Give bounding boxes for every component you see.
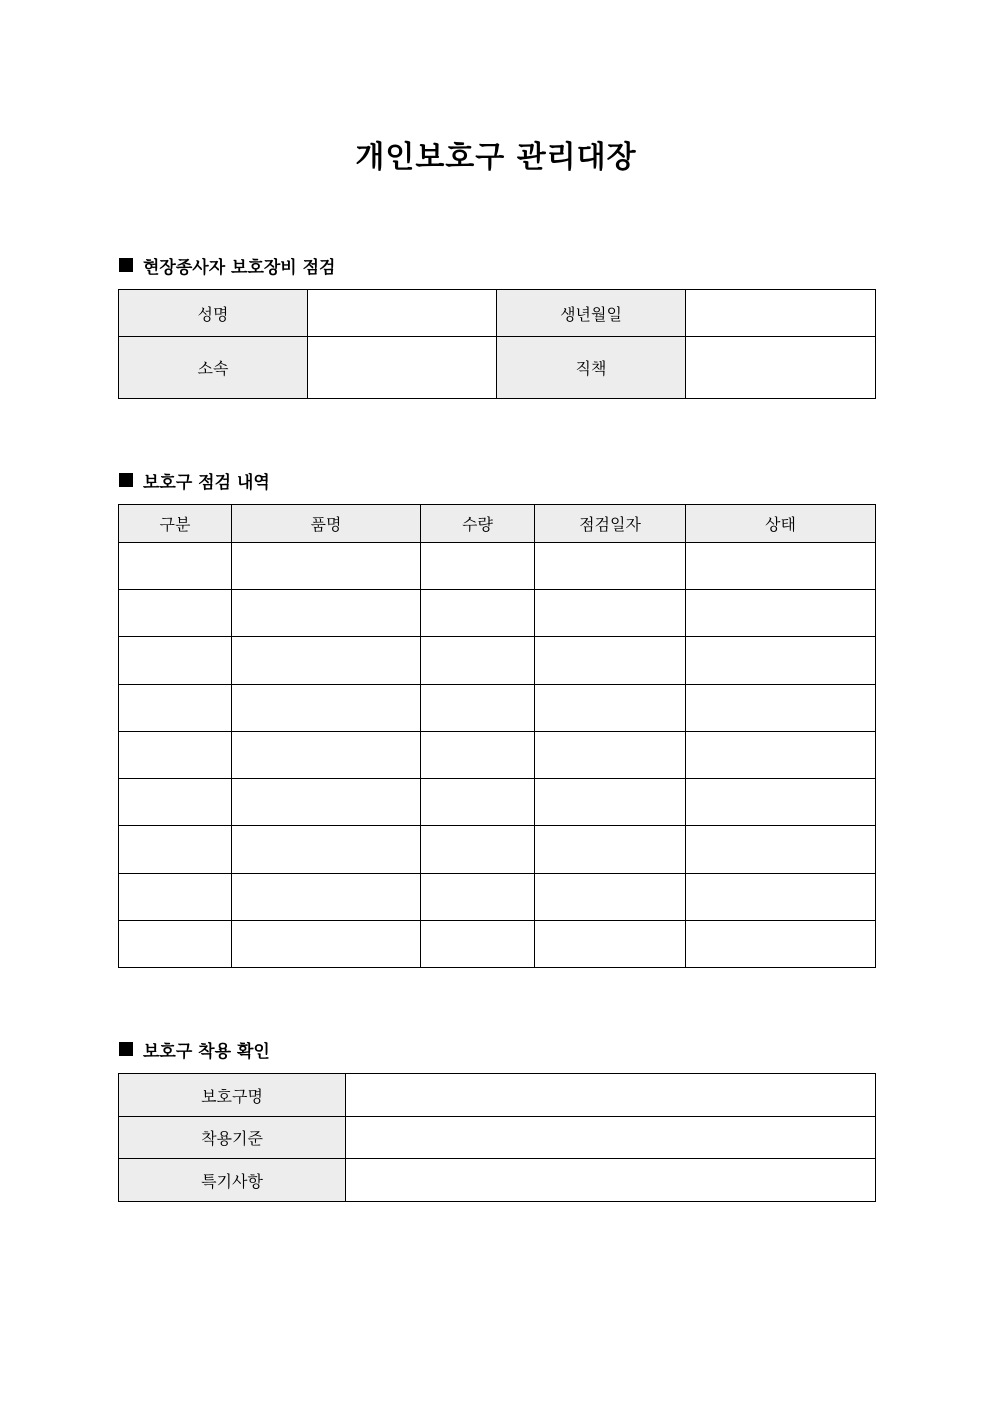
table-cell[interactable] [232, 637, 421, 685]
section-heading-inspection-history [119, 468, 270, 492]
table-cell[interactable] [686, 637, 876, 685]
remarks-label: 특기사항 [119, 1159, 346, 1202]
table-row [119, 874, 876, 921]
table-cell[interactable] [119, 826, 232, 874]
section-heading-worker-check [119, 253, 335, 277]
table-row [119, 779, 876, 826]
table-row [119, 337, 876, 399]
worker-info-table [118, 289, 876, 399]
equipment-name-label: 보호구명 [119, 1074, 346, 1117]
table-header-row [119, 505, 876, 543]
section-heading-text: 보호구 점검 내역 [143, 472, 270, 493]
table-cell[interactable] [535, 732, 686, 779]
position-label: 직책 [497, 337, 686, 399]
table-row [119, 543, 876, 590]
section-heading-wearing-confirmation [119, 1037, 270, 1061]
wearing-confirmation-table [118, 1073, 876, 1202]
table-cell[interactable] [119, 874, 232, 921]
table-cell[interactable] [686, 779, 876, 826]
table-cell[interactable] [232, 826, 421, 874]
table-row [119, 590, 876, 637]
table-cell[interactable] [421, 921, 535, 968]
table-cell[interactable] [119, 779, 232, 826]
table-cell[interactable] [535, 685, 686, 732]
column-header-item-name: 품명 [232, 505, 421, 543]
page-title: 개인보호구 관리대장 [355, 140, 637, 175]
section-heading-text: 현장종사자 보호장비 점검 [143, 257, 336, 278]
affiliation-label: 소속 [119, 337, 308, 399]
square-bullet-icon [119, 1042, 133, 1056]
table-cell[interactable] [119, 921, 232, 968]
table-cell[interactable] [232, 685, 421, 732]
table-cell[interactable] [535, 874, 686, 921]
table-cell[interactable] [421, 732, 535, 779]
square-bullet-icon [119, 258, 133, 272]
column-header-quantity: 수량 [421, 505, 535, 543]
table-row [119, 685, 876, 732]
table-cell[interactable] [686, 732, 876, 779]
section-heading-text: 보호구 착용 확인 [143, 1041, 270, 1062]
wearing-standard-value-cell[interactable] [346, 1117, 876, 1159]
column-header-status: 상태 [686, 505, 876, 543]
table-cell[interactable] [421, 543, 535, 590]
birth-label: 생년월일 [497, 290, 686, 337]
square-bullet-icon [119, 473, 133, 487]
table-cell[interactable] [232, 921, 421, 968]
table-cell[interactable] [421, 637, 535, 685]
table-cell[interactable] [535, 826, 686, 874]
table-cell[interactable] [535, 921, 686, 968]
table-cell[interactable] [686, 685, 876, 732]
table-row [119, 1117, 876, 1159]
table-cell[interactable] [535, 779, 686, 826]
table-cell[interactable] [421, 590, 535, 637]
table-cell[interactable] [421, 685, 535, 732]
table-cell[interactable] [686, 590, 876, 637]
table-cell[interactable] [119, 590, 232, 637]
table-cell[interactable] [232, 732, 421, 779]
birth-value-cell[interactable] [686, 290, 876, 337]
table-cell[interactable] [232, 874, 421, 921]
table-row [119, 1159, 876, 1202]
table-cell[interactable] [686, 874, 876, 921]
table-cell[interactable] [232, 779, 421, 826]
table-row [119, 921, 876, 968]
name-label: 성명 [119, 290, 308, 337]
table-cell[interactable] [119, 732, 232, 779]
table-cell[interactable] [119, 685, 232, 732]
table-cell[interactable] [421, 874, 535, 921]
table-cell[interactable] [686, 543, 876, 590]
equipment-name-value-cell[interactable] [346, 1074, 876, 1117]
remarks-value-cell[interactable] [346, 1159, 876, 1202]
table-row [119, 290, 876, 337]
table-cell[interactable] [421, 779, 535, 826]
table-cell[interactable] [535, 637, 686, 685]
table-cell[interactable] [686, 921, 876, 968]
wearing-standard-label: 착용기준 [119, 1117, 346, 1159]
table-row [119, 826, 876, 874]
table-cell[interactable] [119, 637, 232, 685]
affiliation-value-cell[interactable] [308, 337, 497, 399]
table-cell[interactable] [232, 590, 421, 637]
table-cell[interactable] [686, 826, 876, 874]
name-value-cell[interactable] [308, 290, 497, 337]
table-row [119, 637, 876, 685]
table-cell[interactable] [535, 543, 686, 590]
inspection-history-table [118, 504, 876, 968]
position-value-cell[interactable] [686, 337, 876, 399]
table-cell[interactable] [421, 826, 535, 874]
table-cell[interactable] [535, 590, 686, 637]
table-row [119, 1074, 876, 1117]
table-row [119, 732, 876, 779]
column-header-inspection-date: 점검일자 [535, 505, 686, 543]
table-cell[interactable] [119, 543, 232, 590]
column-header-category: 구분 [119, 505, 232, 543]
table-cell[interactable] [232, 543, 421, 590]
